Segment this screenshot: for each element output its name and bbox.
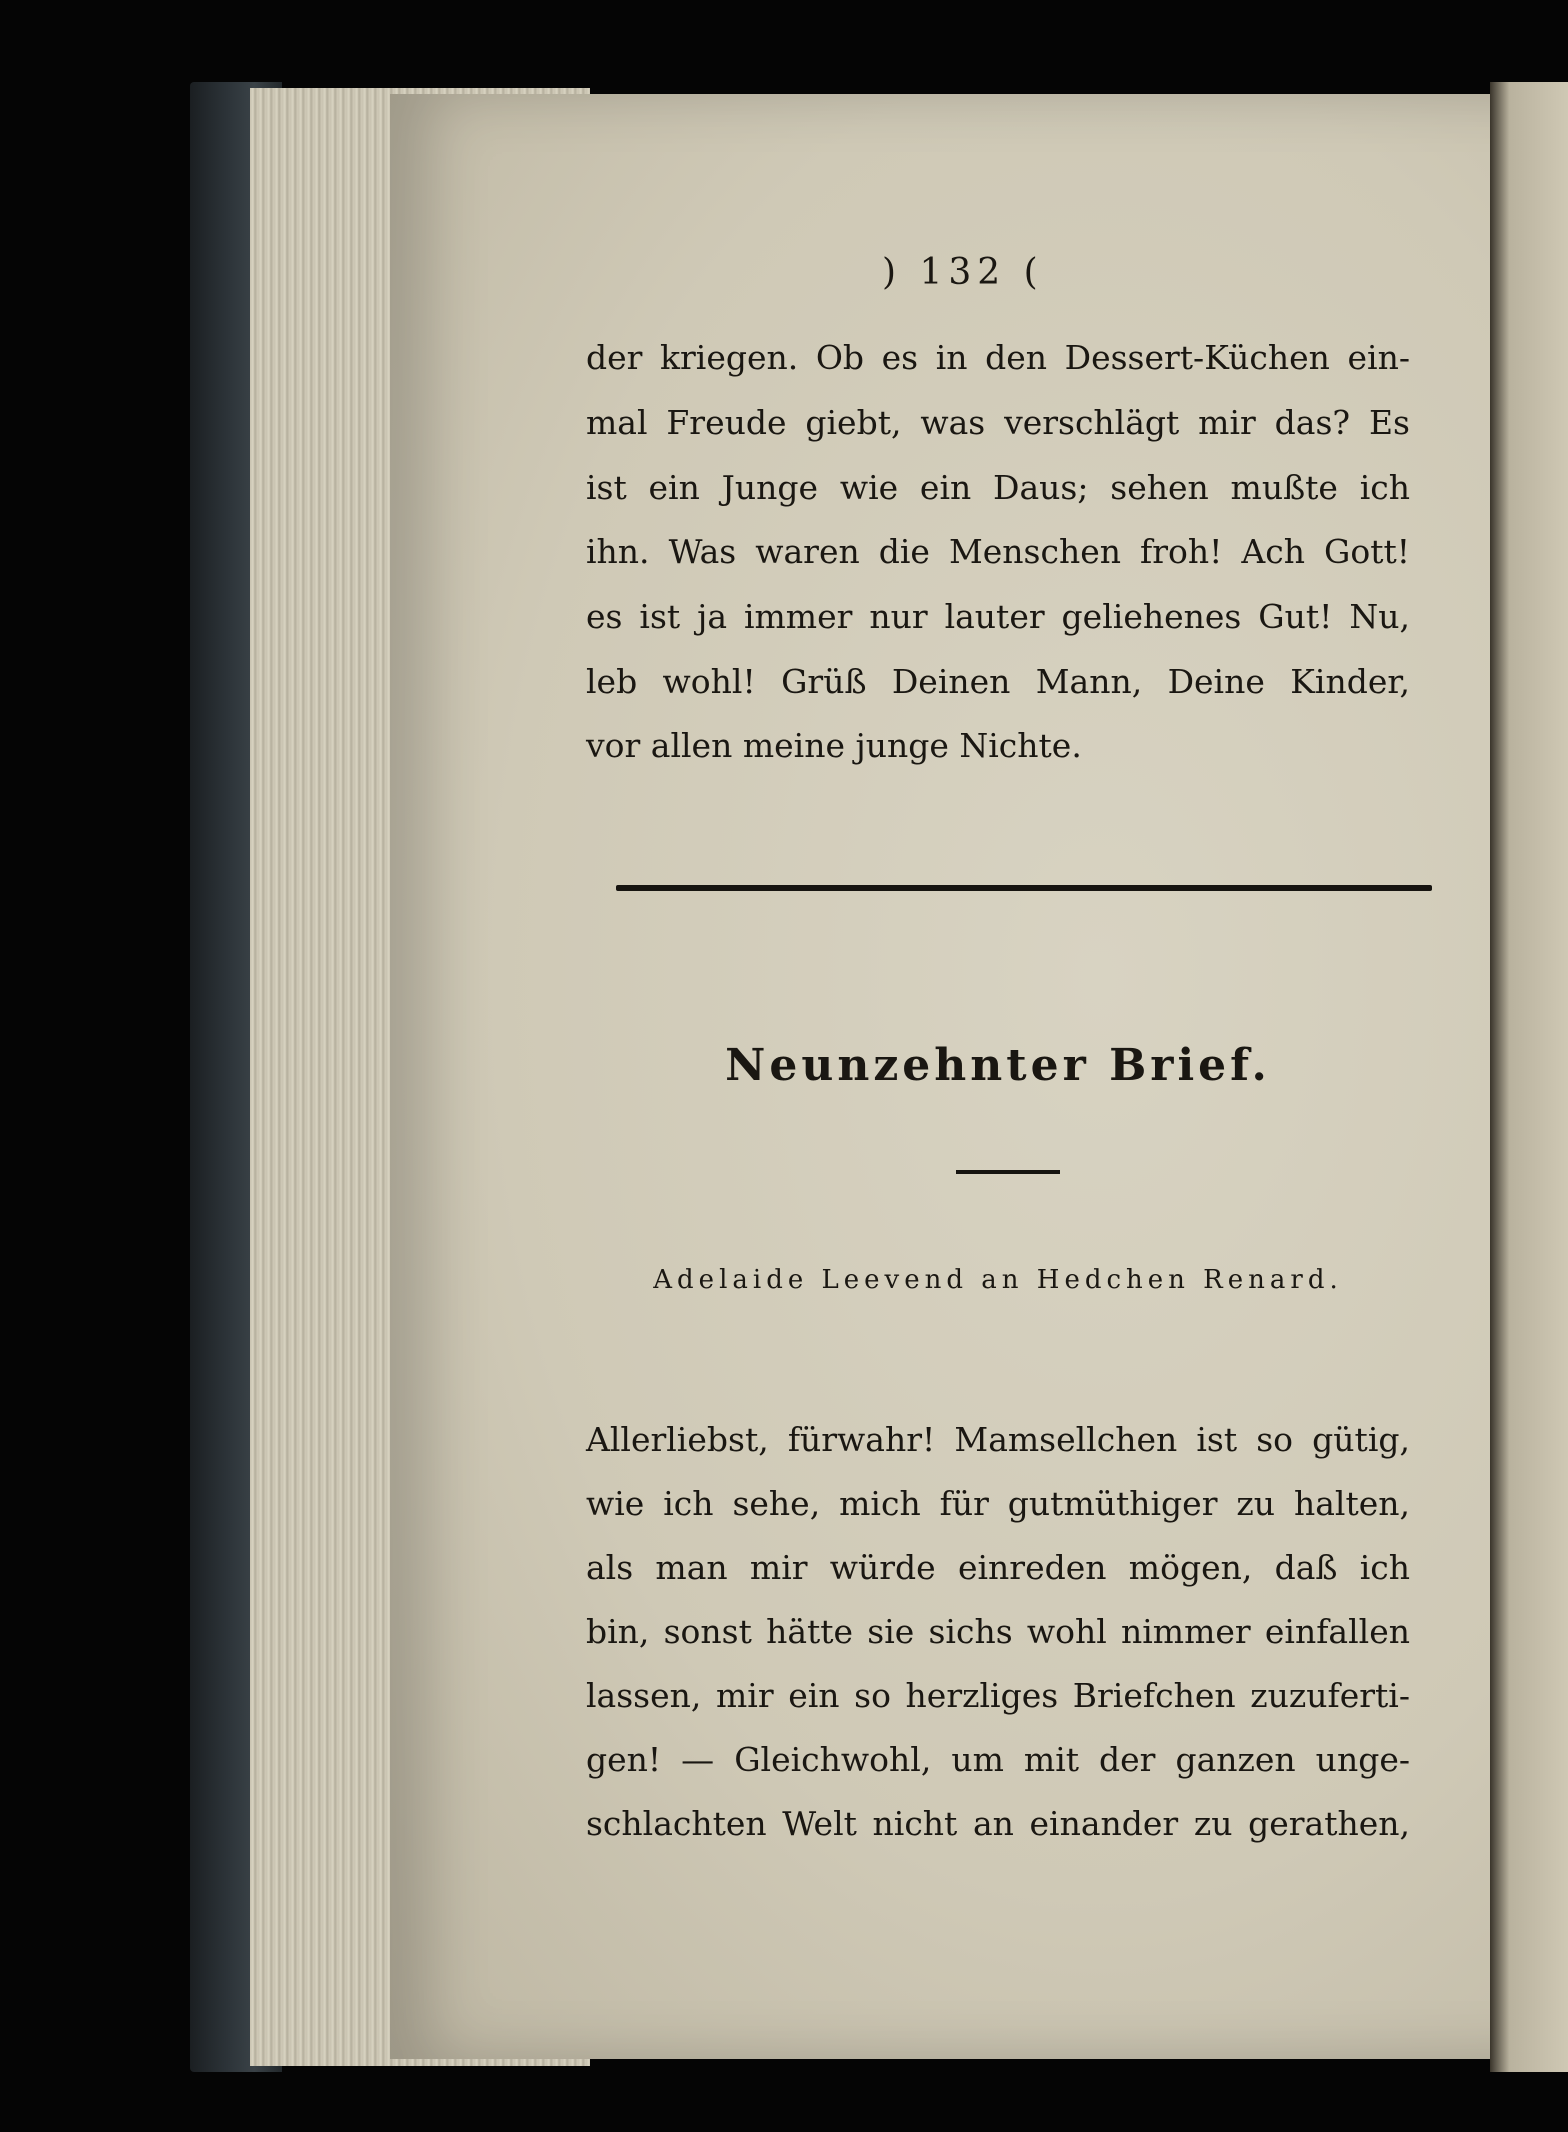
heading-rule: [956, 1170, 1060, 1174]
text-line: wie ich sehe, mich für gutmüthiger zu halten,: [586, 1484, 1410, 1523]
section-divider: [616, 885, 1432, 891]
text-line: es ist ja immer nur lauter geliehenes Gut! Nu,: [586, 597, 1410, 636]
text-line: ist ein Junge wie ein Daus; sehen mußte ich: [586, 468, 1410, 507]
letter-address: Adelaide Leevend an Hedchen Renard.: [653, 1265, 1343, 1295]
letter-heading: Neunzehnter Brief.: [725, 1040, 1271, 1091]
text-line: mal Freude giebt, was verschlägt mir das? Es: [586, 403, 1410, 442]
text-line: schlachten Welt nicht an einander zu gerathen,: [586, 1804, 1410, 1843]
text-line: als man mir würde einreden mögen, daß ich: [586, 1548, 1410, 1587]
page-text: [586, 0, 1436, 2132]
text-line: Allerliebst, fürwahr! Mamsellchen ist so gütig,: [586, 1420, 1410, 1459]
page-number: ) 132 (: [882, 252, 1044, 293]
text-line: vor allen meine junge Nichte.: [586, 726, 1082, 765]
next-page-edge: [1490, 82, 1568, 2072]
text-line: gen! — Gleichwohl, um mit der ganzen unge-: [586, 1740, 1410, 1779]
text-line: leb wohl! Grüß Deinen Mann, Deine Kinder,: [586, 662, 1410, 701]
text-line: lassen, mir ein so herzliges Briefchen zuzuferti-: [586, 1676, 1410, 1715]
text-line: ihn. Was waren die Menschen froh! Ach Gott!: [586, 532, 1410, 571]
text-line: bin, sonst hätte sie sichs wohl nimmer einfallen: [586, 1612, 1410, 1651]
text-line: der kriegen. Ob es in den Dessert-Küchen ein-: [586, 338, 1410, 377]
